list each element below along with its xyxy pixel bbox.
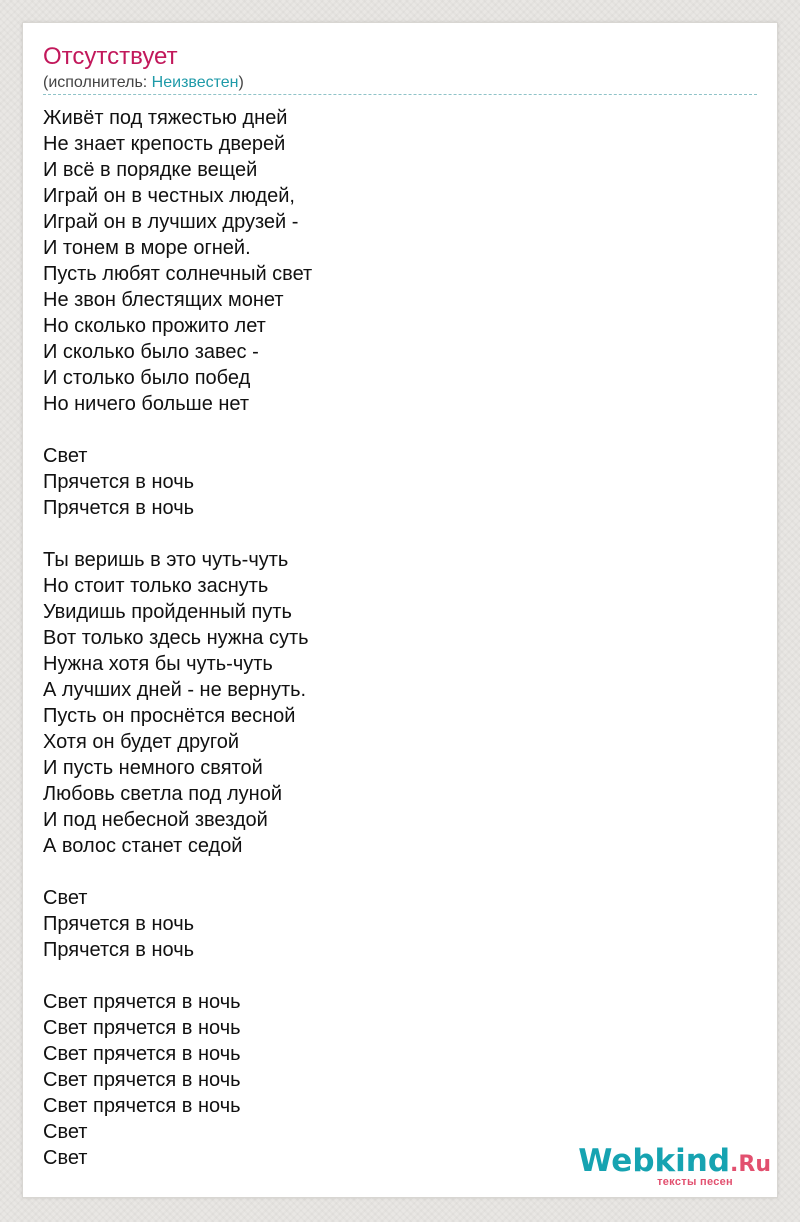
site-logo[interactable] xyxy=(578,1143,771,1193)
logo-tld: .Ru xyxy=(730,1152,771,1177)
lyric-line: И пусть немного святой xyxy=(43,757,263,779)
lyric-line: Прячется в ночь xyxy=(43,497,195,519)
lyric-line: А лучших дней - не вернуть. xyxy=(43,679,307,701)
logo-word: Webkind xyxy=(578,1143,731,1179)
logo-tagline: тексты песен xyxy=(657,1176,733,1188)
lyric-line: Свет прячется в ночь xyxy=(43,1017,241,1039)
artist-suffix: ) xyxy=(238,74,244,91)
lyric-line: Прячется в ночь xyxy=(43,939,195,961)
lyric-line: Любовь светла под луной xyxy=(43,783,282,805)
lyrics-card xyxy=(22,22,778,1198)
song-title: Отсутствует xyxy=(43,43,178,70)
lyric-line xyxy=(43,417,312,443)
lyric-line: Свет прячется в ночь xyxy=(43,991,241,1013)
lyric-line: Вот только здесь нужна суть xyxy=(43,627,309,649)
lyric-line: Не звон блестящих монет xyxy=(43,289,284,311)
artist-prefix: (исполнитель: xyxy=(43,74,152,91)
lyric-line: Прячется в ночь xyxy=(43,913,195,935)
lyric-line: Живёт под тяжестью дней xyxy=(43,107,288,129)
lyric-line: Свет xyxy=(43,1121,88,1143)
artist-line xyxy=(43,73,244,93)
lyric-line: Нужна хотя бы чуть-чуть xyxy=(43,653,273,675)
lyric-line: Не знает крепость дверей xyxy=(43,133,286,155)
lyric-line: И всё в порядке вещей xyxy=(43,159,258,181)
lyrics-text xyxy=(43,105,312,1171)
lyric-line: Пусть он проснётся весной xyxy=(43,705,296,727)
lyric-line: Свет xyxy=(43,445,88,467)
lyric-line: И тонем в море огней. xyxy=(43,237,251,259)
lyric-line xyxy=(43,521,312,547)
lyric-line: Прячется в ночь xyxy=(43,471,195,493)
lyric-line: Увидишь пройденный путь xyxy=(43,601,292,623)
lyric-line: Но стоит только заснуть xyxy=(43,575,269,597)
lyric-line: Играй он в честных людей, xyxy=(43,185,295,207)
lyric-line: Пусть любят солнечный свет xyxy=(43,263,313,285)
lyric-line: А волос станет седой xyxy=(43,835,243,857)
lyric-line: Свет прячется в ночь xyxy=(43,1043,241,1065)
lyric-line: Свет прячется в ночь xyxy=(43,1095,241,1117)
lyric-line xyxy=(43,963,312,989)
lyric-line: Хотя он будет другой xyxy=(43,731,239,753)
lyric-line: И сколько было завес - xyxy=(43,341,259,363)
lyric-line: И столько было побед xyxy=(43,367,251,389)
lyric-line: И под небесной звездой xyxy=(43,809,268,831)
lyric-line: Но ничего больше нет xyxy=(43,393,250,415)
lyric-line xyxy=(43,859,312,885)
lyric-line: Свет xyxy=(43,1147,88,1169)
lyric-line: Ты веришь в это чуть-чуть xyxy=(43,549,289,571)
divider xyxy=(43,94,757,95)
artist-link[interactable]: Неизвестен xyxy=(151,74,239,91)
lyric-line: Свет xyxy=(43,887,88,909)
lyric-line: Но сколько прожито лет xyxy=(43,315,266,337)
lyric-line: Свет прячется в ночь xyxy=(43,1069,241,1091)
lyric-line: Играй он в лучших друзей - xyxy=(43,211,299,233)
